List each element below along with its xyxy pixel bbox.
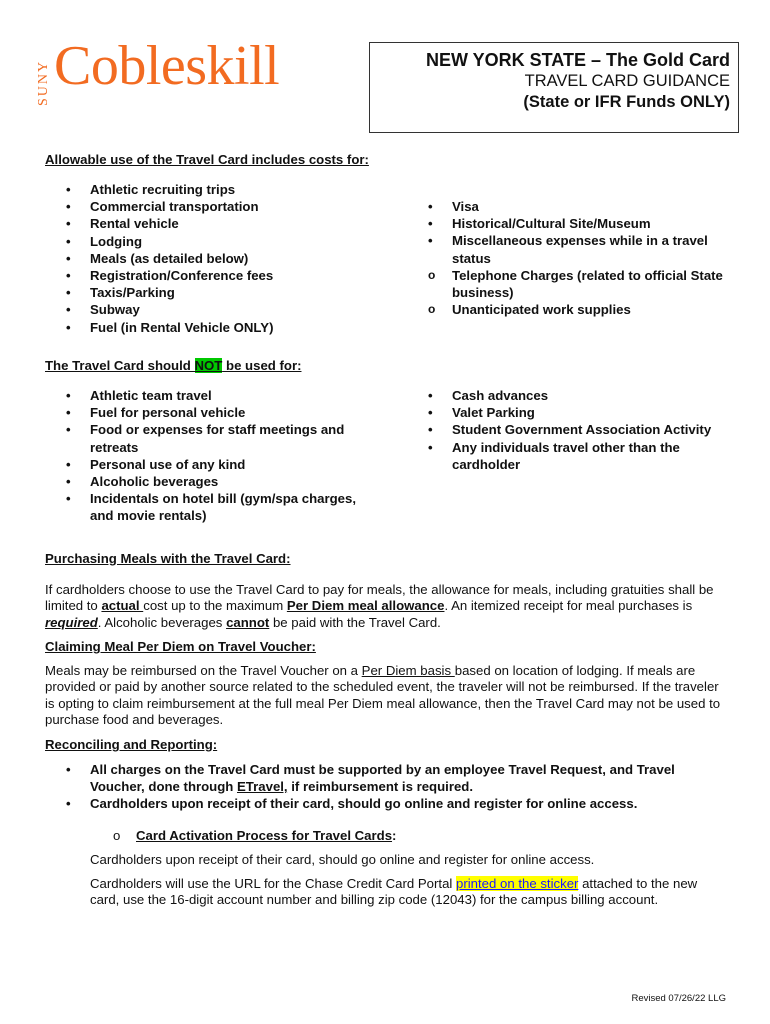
- not-right-list: [406, 387, 726, 473]
- list-item: • Meals (as detailed below): [66, 250, 249, 266]
- activation-p2: Cardholders will use the URL for the Chase Credit Card Portal printed on the sticker attached to the new card, use the 16-digit account number and billing zip code (12043) for the campus billing account.: [90, 876, 698, 908]
- list-item: • Personal use of any kind: [66, 456, 246, 472]
- meals-paragraph: If cardholders choose to use the Travel Card to pay for meals, the allowance for meals, including gratuities shall be limited to actual cost up to the maximum Per Diem meal allowance. An itemized receipt for meal purchases is required. Alcoholic beverages cannot be paid with the Travel Card.: [45, 582, 714, 630]
- claiming-paragraph: Meals may be reimbursed on the Travel Voucher on a Per Diem basis based on location of lodging. If meals are provided or paid by another source related to the scheduled event, the traveler will not be reimbursed. If the traveler is opting to claim reimbursement at the full meal Per Diem meal allowance, then the Travel Card may not be used to purchase food and beverages.: [45, 663, 721, 728]
- list-item: • Athletic team travel: [66, 388, 212, 403]
- list-item: • Subway: [66, 302, 140, 318]
- list-item: • Cash advances: [428, 388, 549, 403]
- list-item: o Telephone Charges (related to official State business): [428, 267, 723, 301]
- list-item: • Taxis/Parking: [66, 285, 175, 301]
- list-item: • All charges on the Travel Card must be supported by an employee Travel Request, and Travel Voucher, done through ETravel, if reimbursement is required.: [66, 762, 675, 795]
- title-line-1: NEW YORK STATE – The Gold Card: [425, 50, 730, 70]
- list-item: • Any individuals travel other than the cardholder: [428, 439, 680, 472]
- activation-p1: Cardholders upon receipt of their card, should go online and register for online access.: [90, 852, 595, 867]
- sticker-link[interactable]: printed on the sticker: [456, 876, 579, 891]
- list-item: • Food or expenses for staff meetings and retreats: [66, 422, 345, 455]
- not-left-list: [44, 387, 364, 525]
- title-box: [369, 42, 739, 133]
- list-item: • Historical/Cultural Site/Museum: [428, 216, 651, 232]
- meals-heading: Purchasing Meals with the Travel Card:: [45, 551, 291, 566]
- allowable-heading: Allowable use of the Travel Card includes costs for:: [45, 152, 369, 167]
- list-item: • Athletic recruiting trips: [66, 182, 236, 197]
- list-item: • Lodging: [66, 233, 142, 249]
- list-item: • Student Government Association Activity: [428, 422, 712, 438]
- revision-footer: Revised 07/26/22 LLG: [631, 993, 726, 1004]
- list-item: • Valet Parking: [428, 405, 535, 421]
- cobleskill-logo: Cobleskill: [54, 35, 280, 97]
- allowable-right-list: [406, 198, 726, 318]
- list-item: • Miscellaneous expenses while in a travel status: [428, 233, 708, 266]
- list-item: • Commercial transportation: [66, 199, 259, 215]
- claiming-heading: Claiming Meal Per Diem on Travel Voucher:: [45, 639, 316, 654]
- reconciling-heading: Reconciling and Reporting:: [45, 737, 218, 752]
- activation-heading: o Card Activation Process for Travel Cards:: [113, 828, 397, 843]
- list-item: • Registration/Conference fees: [66, 268, 274, 284]
- list-item: • Alcoholic beverages: [66, 474, 219, 490]
- suny-logo-text: SUNY: [36, 59, 51, 106]
- title-line-2: TRAVEL CARD GUIDANCE: [524, 72, 730, 90]
- not-heading: The Travel Card should NOT be used for:: [45, 358, 302, 373]
- list-item: • Cardholders upon receipt of their card, should go online and register for online access.: [66, 796, 638, 812]
- list-item: o Unanticipated work supplies: [428, 302, 631, 318]
- list-item: • Incidentals on hotel bill (gym/spa charges, and movie rentals): [66, 491, 357, 524]
- list-item: • Fuel for personal vehicle: [66, 405, 246, 421]
- allowable-left-list: [44, 181, 374, 336]
- list-item: • Fuel (in Rental Vehicle ONLY): [66, 319, 274, 335]
- list-item: • Rental vehicle: [66, 216, 179, 232]
- list-item: • Visa: [428, 199, 479, 214]
- reconciling-list: [44, 761, 704, 813]
- title-line-3: (State or IFR Funds ONLY): [523, 93, 730, 111]
